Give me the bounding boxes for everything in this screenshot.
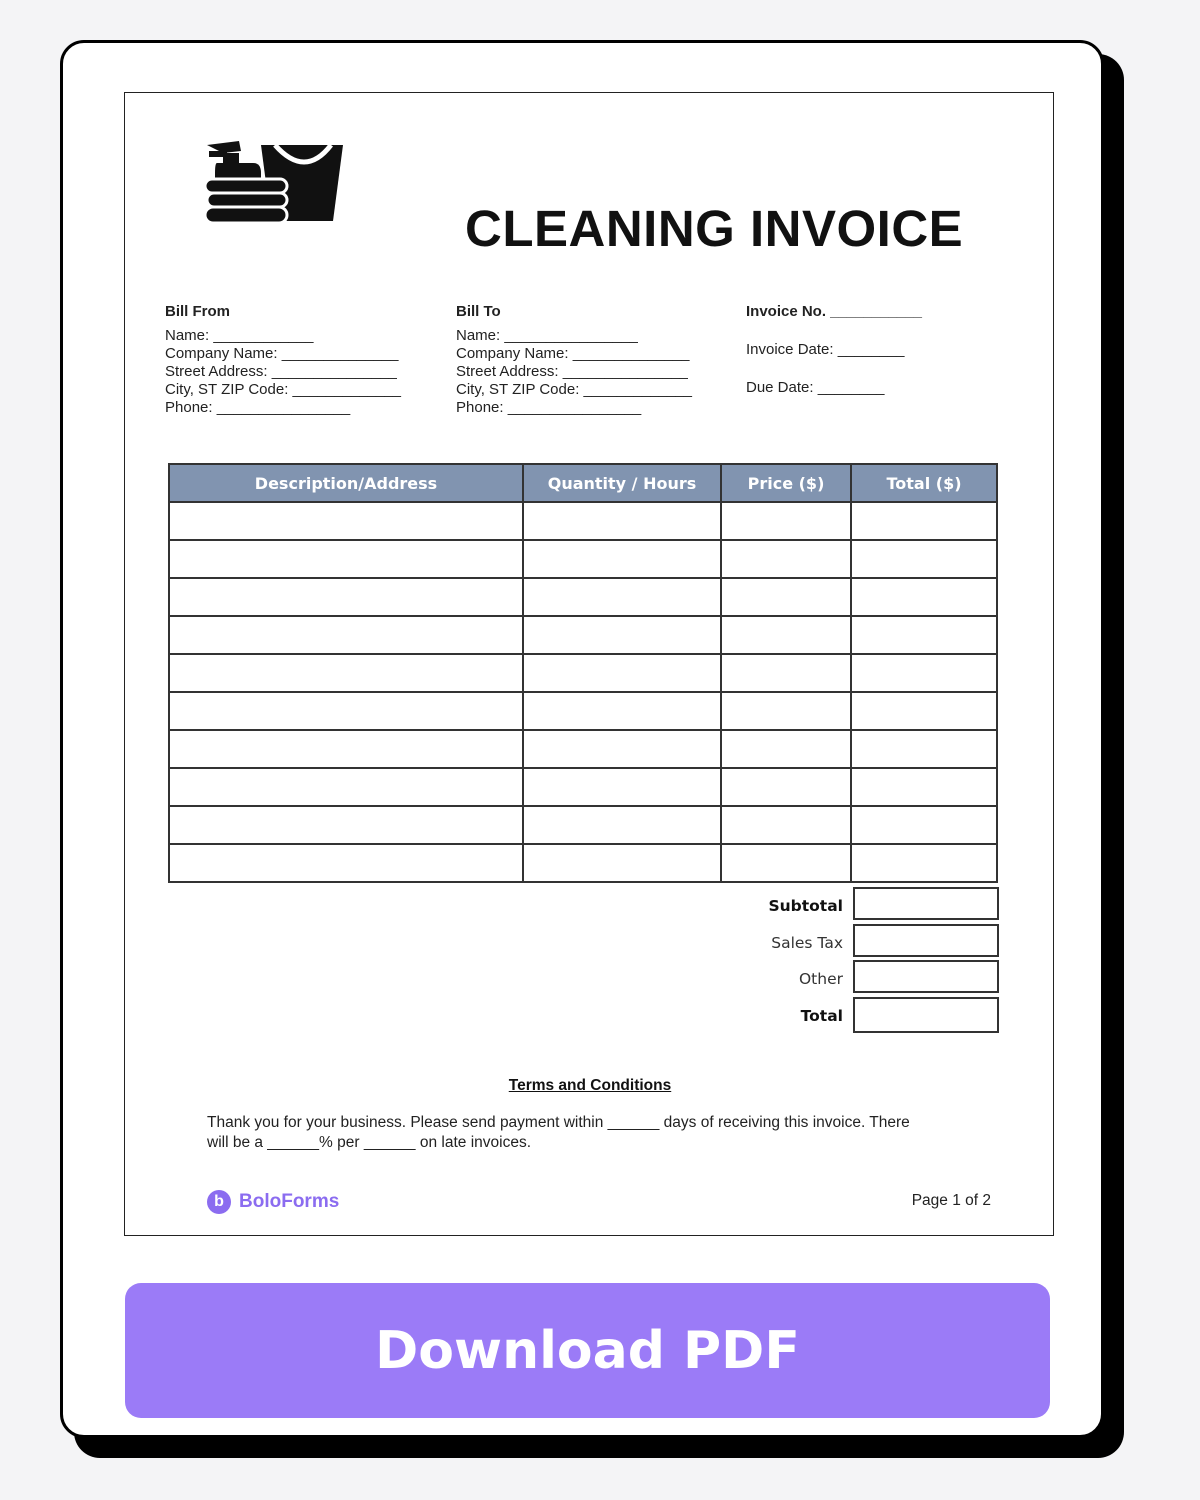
invoice-title: CLEANING INVOICE <box>465 200 964 257</box>
bill-from-city-field[interactable]: City, ST ZIP Code: _____________ <box>165 381 401 398</box>
table-row <box>169 654 997 692</box>
quantity-cell[interactable] <box>523 844 721 882</box>
total-cell[interactable] <box>851 616 997 654</box>
table-row <box>169 806 997 844</box>
line-items-table <box>168 463 998 883</box>
total-cell[interactable] <box>851 692 997 730</box>
page-number: Page 1 of 2 <box>911 1192 991 1209</box>
column-header-price: Price ($) <box>721 464 851 502</box>
description-cell[interactable] <box>169 654 523 692</box>
table-row <box>169 578 997 616</box>
other-box[interactable] <box>853 960 999 993</box>
bill-to-city-field[interactable]: City, ST ZIP Code: _____________ <box>456 381 692 398</box>
boloforms-brand <box>207 1190 339 1214</box>
table-row <box>169 844 997 882</box>
sales-tax-box[interactable] <box>853 924 999 957</box>
subtotal-box[interactable] <box>853 887 999 920</box>
bill-to-name-field[interactable]: Name: ________________ <box>456 327 638 344</box>
due-date-field[interactable]: Due Date: ________ <box>746 379 885 396</box>
quantity-cell[interactable] <box>523 730 721 768</box>
terms-line-2: will be a ______% per ______ on late invoices. <box>207 1134 532 1151</box>
price-cell[interactable] <box>721 540 851 578</box>
quantity-cell[interactable] <box>523 692 721 730</box>
bill-to-phone-field[interactable]: Phone: ________________ <box>456 399 642 416</box>
terms-line-1: Thank you for your business. Please send payment within ______ days of receiving this invoice. There <box>207 1114 910 1131</box>
price-cell[interactable] <box>721 768 851 806</box>
description-cell[interactable] <box>169 616 523 654</box>
total-cell[interactable] <box>851 578 997 616</box>
quantity-cell[interactable] <box>523 616 721 654</box>
bill-to-company-field[interactable]: Company Name: ______________ <box>456 345 690 362</box>
description-cell[interactable] <box>169 502 523 540</box>
description-cell[interactable] <box>169 806 523 844</box>
price-cell[interactable] <box>721 806 851 844</box>
description-cell[interactable] <box>169 730 523 768</box>
bill-to-street-field[interactable]: Street Address: _______________ <box>456 363 688 380</box>
quantity-cell[interactable] <box>523 806 721 844</box>
terms-text <box>207 1113 967 1153</box>
price-cell[interactable] <box>721 654 851 692</box>
description-cell[interactable] <box>169 844 523 882</box>
other-label: Other <box>798 970 843 988</box>
boloforms-logo-icon: b <box>207 1190 231 1214</box>
column-header-total: Total ($) <box>851 464 997 502</box>
price-cell[interactable] <box>721 692 851 730</box>
price-cell[interactable] <box>721 730 851 768</box>
sales-tax-label: Sales Tax <box>771 934 843 952</box>
table-row <box>169 692 997 730</box>
terms-title: Terms and Conditions <box>508 1077 672 1094</box>
price-cell[interactable] <box>721 578 851 616</box>
quantity-cell[interactable] <box>523 578 721 616</box>
invoice-date-field[interactable]: Invoice Date: ________ <box>746 341 905 358</box>
quantity-cell[interactable] <box>523 502 721 540</box>
bill-from-phone-field[interactable]: Phone: ________________ <box>165 399 351 416</box>
total-cell[interactable] <box>851 540 997 578</box>
table-row <box>169 616 997 654</box>
table-row <box>169 540 997 578</box>
table-row <box>169 502 997 540</box>
price-cell[interactable] <box>721 502 851 540</box>
bill-from-name-field[interactable]: Name: ____________ <box>165 327 314 344</box>
column-header-description: Description/Address <box>169 464 523 502</box>
table-row <box>169 768 997 806</box>
total-box[interactable] <box>853 997 999 1033</box>
total-cell[interactable] <box>851 768 997 806</box>
price-cell[interactable] <box>721 844 851 882</box>
column-header-quantity: Quantity / Hours <box>523 464 721 502</box>
total-cell[interactable] <box>851 654 997 692</box>
bill-to-section <box>456 303 692 417</box>
subtotal-label: Subtotal <box>768 897 843 915</box>
bill-to-heading: Bill To <box>456 303 501 320</box>
total-cell[interactable] <box>851 730 997 768</box>
description-cell[interactable] <box>169 540 523 578</box>
total-cell[interactable] <box>851 844 997 882</box>
boloforms-brand-name: BoloForms <box>239 1191 340 1212</box>
table-header-row <box>169 464 997 502</box>
description-cell[interactable] <box>169 578 523 616</box>
bill-from-section <box>165 303 401 417</box>
price-cell[interactable] <box>721 616 851 654</box>
quantity-cell[interactable] <box>523 768 721 806</box>
download-pdf-button[interactable]: Download PDF <box>125 1283 1050 1418</box>
total-cell[interactable] <box>851 806 997 844</box>
invoice-info-section <box>746 303 922 417</box>
total-cell[interactable] <box>851 502 997 540</box>
invoice-number-field[interactable]: Invoice No. ___________ <box>746 303 922 320</box>
bill-from-company-field[interactable]: Company Name: ______________ <box>165 345 399 362</box>
description-cell[interactable] <box>169 692 523 730</box>
bill-from-street-field[interactable]: Street Address: _______________ <box>165 363 397 380</box>
description-cell[interactable] <box>169 768 523 806</box>
cleaning-supplies-icon <box>203 135 353 225</box>
table-row <box>169 730 997 768</box>
quantity-cell[interactable] <box>523 654 721 692</box>
quantity-cell[interactable] <box>523 540 721 578</box>
bill-from-heading: Bill From <box>165 303 231 320</box>
invoice-document <box>124 92 1054 1236</box>
total-label: Total <box>800 1007 843 1025</box>
